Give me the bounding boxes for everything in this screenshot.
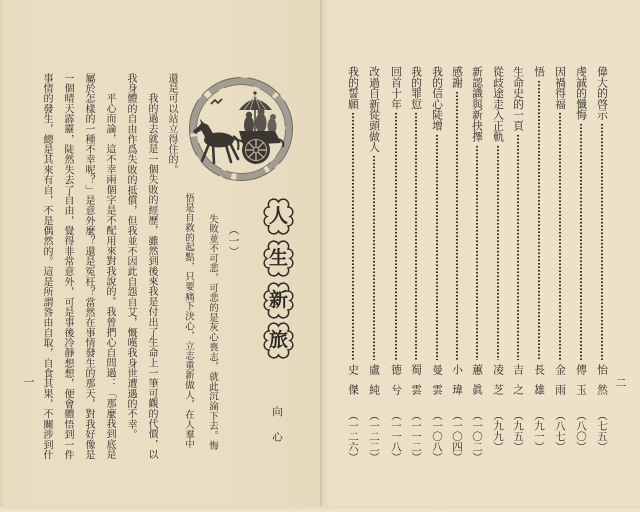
toc-title: 回首十年 xyxy=(390,66,403,110)
dot-leader xyxy=(435,134,439,360)
toc-entry xyxy=(450,66,464,462)
dot-leader xyxy=(516,134,520,360)
toc-author: 吉之 xyxy=(512,364,525,404)
title-char-frame xyxy=(263,240,294,277)
section-marker: （一） xyxy=(227,224,240,257)
toc-title: 改過自新從頭做人 xyxy=(368,66,381,153)
toc-entry xyxy=(409,66,423,462)
toc-entry xyxy=(532,66,546,462)
toc-entry xyxy=(574,66,588,462)
toc-page-number: （七五） xyxy=(596,410,608,452)
horse-chariot-vignette-icon xyxy=(187,73,295,185)
toc-author: 盧純 xyxy=(368,364,381,404)
title-char: 旅 xyxy=(268,329,288,351)
toc-entry xyxy=(595,66,609,462)
dot-leader xyxy=(372,155,376,360)
toc-page-number: （一〇八） xyxy=(431,410,443,463)
toc-entry xyxy=(389,66,403,462)
toc-entry xyxy=(367,66,381,462)
toc-entry xyxy=(491,66,505,462)
intro-line: 悟是自救的起點，只要痛下決心，立志重新做人，在人羣中 xyxy=(183,193,194,450)
toc-page-number: （一一二） xyxy=(410,410,422,463)
article-author: 向心 xyxy=(271,406,283,457)
title-char: 生 xyxy=(268,247,288,269)
dot-leader xyxy=(455,91,459,360)
page-edge xyxy=(0,506,640,512)
title-char-frame xyxy=(263,322,294,359)
body-line: 事情的發生，總是其來有自，不是偶然的。這是所謂咎由自取，自食其果，不關涉到什 xyxy=(41,73,52,460)
dot-leader xyxy=(475,145,479,360)
page-number: 二 xyxy=(614,377,627,388)
dot-leader xyxy=(394,112,398,360)
toc-page-number: （九五） xyxy=(512,410,524,452)
toc-entry xyxy=(470,66,484,462)
toc-page-number: （九一） xyxy=(533,410,545,452)
toc-author: 德兮 xyxy=(390,364,403,404)
toc-author: 金雨 xyxy=(554,364,567,404)
toc-page-number: （一〇四） xyxy=(451,410,463,463)
toc-author: 凌芝 xyxy=(492,364,505,404)
toc-title: 悟 xyxy=(533,66,546,77)
toc-entry xyxy=(511,66,525,462)
dot-leader xyxy=(600,123,604,360)
dot-leader xyxy=(579,123,583,360)
toc-author: 長雄 xyxy=(533,364,546,404)
toc-page-number: （八七） xyxy=(554,410,566,452)
toc-author: 曼雲 xyxy=(431,364,444,404)
toc-page-number: （一二六） xyxy=(347,410,359,463)
toc-title: 新認識與新抉擇 xyxy=(471,66,484,142)
body-line: 還是可以站立得住的。 xyxy=(166,73,177,175)
toc-title: 感謝 xyxy=(451,66,464,88)
toc-entry xyxy=(346,66,360,462)
toc-title: 因禍得福 xyxy=(554,66,567,110)
toc-author: 小瑋 xyxy=(451,364,464,404)
toc-author: 蜀雲 xyxy=(410,364,423,404)
toc-title: 我的信心陡增 xyxy=(431,66,444,131)
toc-author: 怡然 xyxy=(596,364,609,404)
title-char-frame xyxy=(263,198,294,235)
toc-page-number: （一二二） xyxy=(368,410,380,463)
toc-page-number: （八〇） xyxy=(575,410,587,452)
body-line: 一個晴天霹靂，陡然失去了自由，覺得非常意外，可是事後冷靜想想，便會體悟到一件 xyxy=(62,73,73,460)
toc-title: 虔誠的懺悔 xyxy=(575,66,588,120)
body-line: 我的過去就是一個失敗的經歷，雖然到後來我是付出了生命上一筆可觀的代價，以 xyxy=(146,93,157,460)
page-number: 一 xyxy=(22,376,35,387)
toc-page-number: （一一八） xyxy=(390,410,402,463)
toc-title: 從歧途走入正軌 xyxy=(492,66,505,142)
toc-author: 史傑 xyxy=(347,364,360,404)
toc-title: 我的誓願 xyxy=(347,66,360,110)
dot-leader xyxy=(537,80,541,360)
toc-page-number: （九九） xyxy=(492,410,504,452)
dot-leader xyxy=(558,112,562,360)
toc-page-number: （一〇二） xyxy=(471,410,483,463)
body-line: 我身體的自由作爲失敗的抵償，但我並不因此自怨自艾，慨嘆我身世遭遇的不幸。 xyxy=(125,73,136,440)
toc-title: 生命史的一頁 xyxy=(512,66,525,131)
title-char-frame xyxy=(263,282,294,319)
dot-leader xyxy=(414,112,418,360)
body-line: 平心而論，這不幸兩個字是不配用來對我說的。我曾捫心自問過：「那麼我到底是 xyxy=(104,93,115,460)
body-line: 屬於怎樣的一種不幸呢？」是意外麼？還是冤枉？當然在事情發生的那天，對我好像是 xyxy=(83,73,94,460)
dot-leader xyxy=(496,145,500,360)
title-char: 新 xyxy=(268,289,288,311)
title-char: 人 xyxy=(268,205,288,227)
toc-title: 偉大的啓示 xyxy=(596,66,609,120)
toc-title: 我的罪愆 xyxy=(410,66,423,110)
toc-author: 傳玉 xyxy=(575,364,588,404)
toc-author: 蕙眞 xyxy=(471,364,484,404)
toc-entry xyxy=(553,66,567,462)
book-spine xyxy=(320,0,322,512)
toc-entry xyxy=(430,66,444,462)
dot-leader xyxy=(351,112,355,360)
intro-line: 失敗並不可悲，可悲的是灰心喪志，就此沉淪下去。悔 xyxy=(207,214,218,451)
